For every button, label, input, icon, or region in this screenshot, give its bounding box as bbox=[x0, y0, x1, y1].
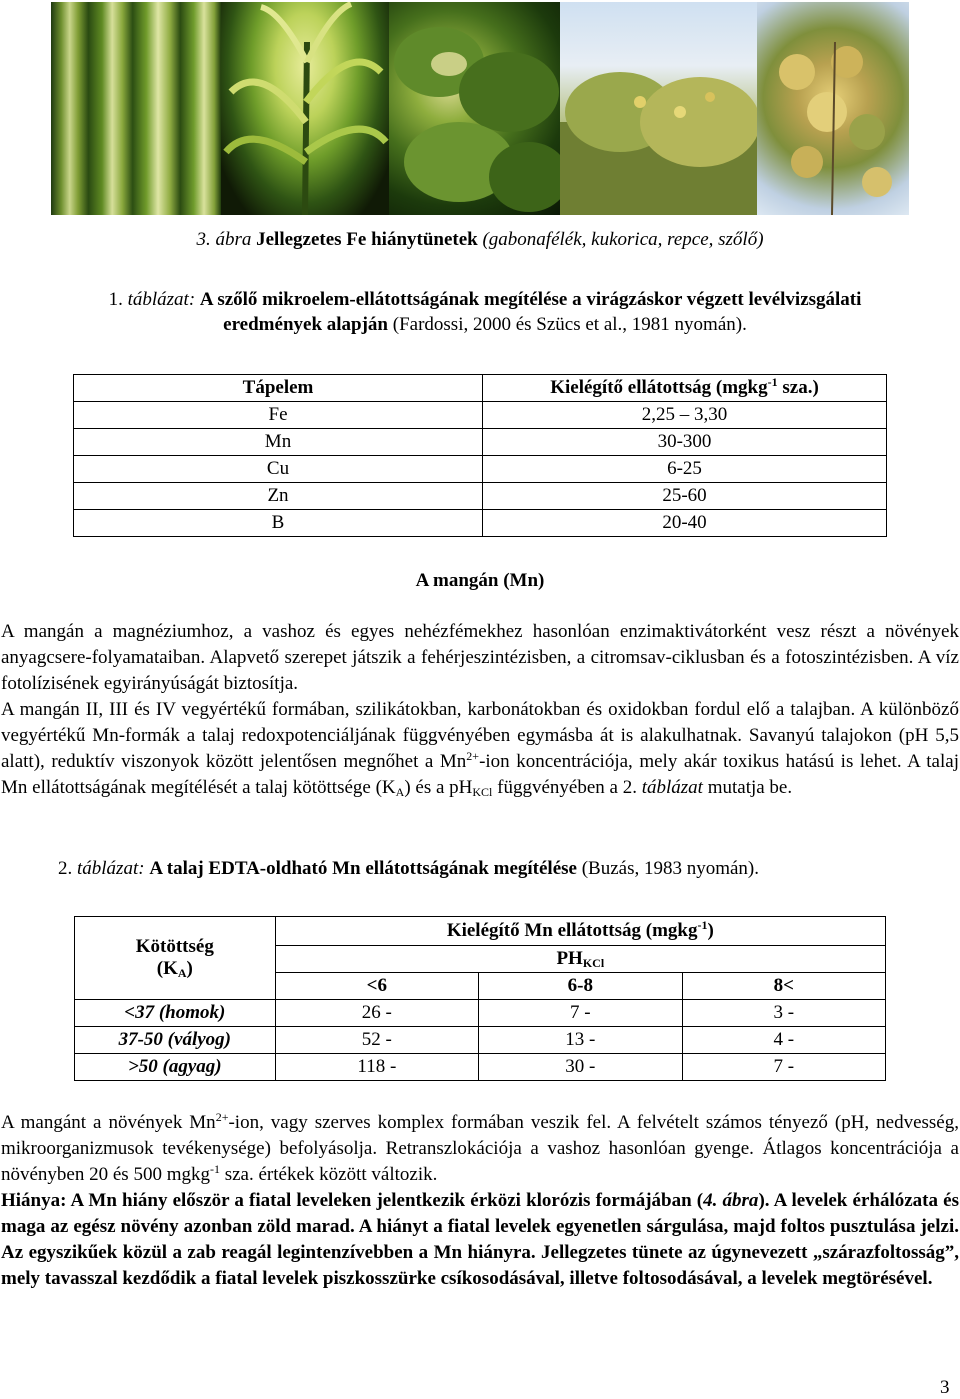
section-title: A mangán (Mn) bbox=[415, 570, 545, 591]
table1-cell-element: Zn bbox=[74, 483, 483, 510]
table1-header-element: Tápelem bbox=[74, 375, 483, 402]
table1-cell-element: Fe bbox=[74, 402, 483, 429]
table1-cell-element: Cu bbox=[74, 456, 483, 483]
table2-source: (Buzás, 1983 nyomán). bbox=[581, 858, 760, 879]
table-row bbox=[74, 429, 887, 456]
table2-header-binding: Kötöttség $(K_A)$ bbox=[75, 917, 276, 1000]
table1-caption bbox=[30, 287, 940, 337]
table1-cell-range: 30-300 bbox=[483, 429, 887, 456]
table1-cell-range: 20-40 bbox=[483, 510, 887, 537]
table2-cell: 30 - bbox=[479, 1054, 682, 1081]
table-row bbox=[74, 456, 887, 483]
figure-number: 3. bbox=[196, 229, 211, 250]
table2 bbox=[74, 916, 886, 1081]
table1-header-row bbox=[74, 375, 887, 402]
table2-header-ph-col: 6-8 bbox=[479, 973, 682, 1000]
figure-caption bbox=[0, 229, 960, 251]
table2-header-ph-col: 8< bbox=[682, 973, 885, 1000]
table1-number: 1. bbox=[108, 289, 123, 310]
table1 bbox=[73, 374, 887, 537]
table2-header-supply: Kielégítő Mn ellátottság (mgkg$^{-1}$) bbox=[275, 917, 885, 946]
table1-title-line1: A szőlő mikroelem-ellátottságának megítélése a virágzáskor végzett levélvizsgálati bbox=[199, 289, 862, 310]
figure-photo-strip bbox=[51, 2, 909, 215]
paragraph-manganese-deficiency: A mangánt a növények $Mn^{2+}$-ion, vagy szerves komplex formában veszik fel. A felvételt számos tényező (pH, nedvesség, mikroorganizmusok tevékenysége) befolyásolja. Retranszlokációja a vashoz hasonlóan gyenge. Átlagos koncentrációja a növényben 20 és 500 mgkg$^{-1}$ sza. értékek között változik. Hiánya: A Mn hiány először a fiatal leveleken jelentkezik érközi klorózis formájában (4. ábra). A levelek érhálózata és maga az egész növény azonban zöld marad. A hiányt a fiatal levelek egyenetlen sárgulása, majd foltos pusztulása jelzi. Az egyszikűek közül a zab reagál legintenzívebben a Mn hiányra. Jellegzetes tünete az úgynevezett „szárazfoltosság”, mely tavasszal kezdődik a fiatal levelek piszkosszürke csíkosodásával, illetve foltosodásával, a levelek megtörésével. bbox=[1, 1110, 959, 1289]
table2-header-ph-col: <6 bbox=[275, 973, 478, 1000]
table-row bbox=[75, 1027, 886, 1054]
table2-cell: 52 - bbox=[275, 1027, 478, 1054]
table1-cell-range: 2,25 – 3,30 bbox=[483, 402, 887, 429]
photo-grapevine-leaves bbox=[757, 2, 909, 215]
table1-cell-range: 25-60 bbox=[483, 483, 887, 510]
figure-note: (gabonafélék, kukorica, repce, szőlő) bbox=[482, 229, 764, 250]
page-number: 3 bbox=[940, 1377, 950, 1398]
table2-label: táblázat: bbox=[77, 858, 145, 879]
table1-source: (Fardossi, 2000 és Szücs et al., 1981 nyomán). bbox=[392, 314, 747, 335]
figure-label: ábra bbox=[215, 229, 252, 250]
table2-row-label: 37-50 (vályog) bbox=[75, 1027, 276, 1054]
table2-cell: 118 - bbox=[275, 1054, 478, 1081]
table2-row-label: >50 (agyag) bbox=[75, 1054, 276, 1081]
table2-row-label: <37 (homok) bbox=[75, 1000, 276, 1027]
table2-number: 2. bbox=[58, 858, 73, 879]
paragraph-manganese-role: A mangán a magnéziumhoz, a vashoz és egyes nehézfémekhez hasonlóan enzimaktivátorként vesz részt a növények anyagcsere-folyamataiban. Alapvető szerepet játszik a fehérjeszintézisben, a citromsav-ciklusban és a fotoszintézisben. A víz fotolízisének egyirányúságát biztosítja. A mangán II, III és IV vegyértékű formában, szilikátokban, karbonátokban és oxidokban fordul elő a talajban. A különböző vegyértékű Mn-formák a talaj redoxpotenciáljának függvényében egymásba át is alakulhatnak. Savanyú talajokon (pH 5,5 alatt), reduktív viszonyok között jelentősen megnőhet a $Mn^{2+}$-ion koncentrációja, mely akár toxikus hatású is lehet. A talaj Mn ellátottságának megítélését a talaj kötöttsége $(K_A)$ és a $pH_{KCl}$ függvényében a 2. táblázat mutatja be. bbox=[1, 621, 959, 799]
table2-header-row-1 bbox=[75, 917, 886, 946]
table1-header-range: Kielégítő ellátottság (mgkg$^{-1}$ sza.) bbox=[483, 375, 887, 402]
photo-grapevine-field bbox=[560, 2, 757, 215]
table2-cell: 26 - bbox=[275, 1000, 478, 1027]
table-row bbox=[75, 1054, 886, 1081]
table1-cell-element: Mn bbox=[74, 429, 483, 456]
table2-header-ph: $PH_{KCl}$ bbox=[275, 946, 885, 973]
photo-cereal-leaves bbox=[51, 2, 221, 215]
table1-label: táblázat: bbox=[127, 289, 196, 310]
photo-rapeseed bbox=[389, 2, 560, 215]
table-row bbox=[74, 510, 887, 537]
table2-cell: 7 - bbox=[682, 1054, 885, 1081]
table-row bbox=[74, 483, 887, 510]
table2-cell: 13 - bbox=[479, 1027, 682, 1054]
table2-cell: 4 - bbox=[682, 1027, 885, 1054]
table-row bbox=[75, 1000, 886, 1027]
table1-cell-range: 6-25 bbox=[483, 456, 887, 483]
table2-cell: 7 - bbox=[479, 1000, 682, 1027]
table1-title-line2: eredmények alapján bbox=[223, 314, 388, 335]
figure-title: Jellegzetes Fe hiánytünetek bbox=[256, 229, 478, 250]
table2-title: A talaj EDTA-oldható Mn ellátottságának megítélése bbox=[149, 858, 577, 879]
table2-cell: 3 - bbox=[682, 1000, 885, 1027]
table1-cell-element: B bbox=[74, 510, 483, 537]
photo-maize bbox=[221, 2, 389, 215]
table-row bbox=[74, 402, 887, 429]
table2-caption bbox=[58, 858, 759, 880]
